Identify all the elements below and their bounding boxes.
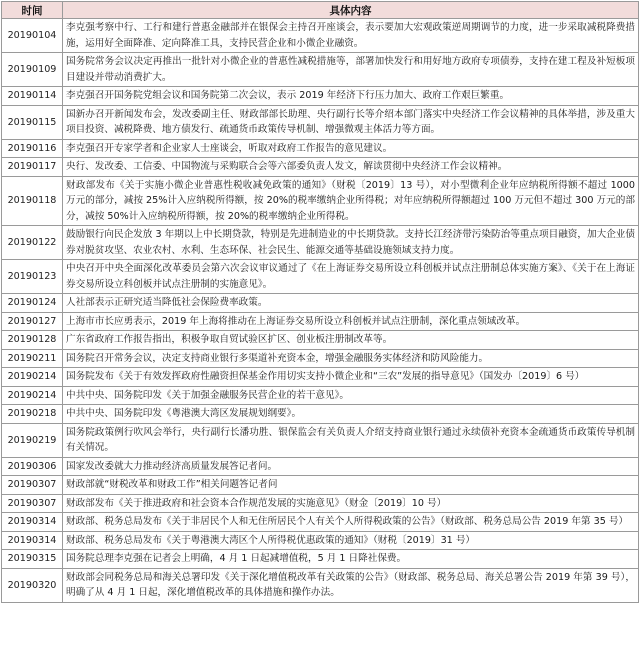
- row-content: 中央召开中央全面深化改革委员会第六次会议审议通过了《在上海证券交易所设立科创板并试点注册制总体实施方案》、《关于在上海证券交易所设立科创板并试点注册制的实施意见》。: [63, 260, 639, 294]
- row-date: 20190214: [2, 368, 63, 387]
- row-content: 中共中央、国务院印发《关于加强金融服务民营企业的若干意见》。: [63, 386, 639, 405]
- row-date: 20190307: [2, 476, 63, 495]
- row-content: 财政部、税务总局发布《关于非居民个人和无住所居民个人有关个人所得税政策的公告》（财政部、税务总局公告 2019 年第 35 号）: [63, 513, 639, 532]
- table-row: [2, 139, 639, 158]
- row-content: 财政部会同税务总局和海关总署印发《关于深化增值税改革有关政策的公告》（财政部、税务总局、海关总署公告 2019 年第 39 号），明确了从 4 月 1 日起，深化增值税改革的具体措施和操作办法。: [63, 568, 639, 602]
- row-date: 20190315: [2, 550, 63, 569]
- row-date: 20190214: [2, 386, 63, 405]
- table-row: [2, 568, 639, 602]
- table-body: [2, 19, 639, 603]
- table-row: [2, 260, 639, 294]
- table-header-row: [2, 2, 639, 19]
- row-content: 国新办召开新闻发布会，发改委副主任、财政部部长助理、央行副行长等介绍本部门落实中央经济工作会议精神的具体举措，涉及重大项目投资、减税降费、地方债发行、疏通货币政策传导机制、增强微观主体活力等方面。: [63, 105, 639, 139]
- row-content: 李克强考察中行、工行和建行普惠金融部并在银保会主持召开座谈会，表示要加大宏观政策逆周期调节的力度，进一步采取减税降费措施，运用好全面降准、定向降准工具，支持民营企业和小微企业融资。: [63, 19, 639, 53]
- table-row: [2, 386, 639, 405]
- table-row: [2, 368, 639, 387]
- row-date: 20190109: [2, 53, 63, 87]
- row-content: 财政部发布《关于实施小微企业普惠性税收减免政策的通知》（财税〔2019〕13 号），对小型微利企业年应纳税所得额不超过 1000 万元的部分，减按 25%计入应纳税所得额，按 20%的税率缴纳企业所得税；对年应纳税所得额超过 100 万元但不超过 300 万元的部分，减按 50%计入应纳税所得额，按 20%的税率缴纳企业所得税。: [63, 176, 639, 226]
- row-date: 20190314: [2, 531, 63, 550]
- row-content: 国务院总理李克强在记者会上明确，4 月 1 日起减增值税，5 月 1 日降社保费。: [63, 550, 639, 569]
- row-content: 李克强召开国务院党组会议和国务院第二次会议，表示 2019 年经济下行压力加大、政府工作艰巨繁重。: [63, 87, 639, 106]
- row-date: 20190307: [2, 494, 63, 513]
- row-date: 20190116: [2, 139, 63, 158]
- row-date: 20190114: [2, 87, 63, 106]
- table-row: [2, 331, 639, 350]
- row-content: 国务院政策例行吹风会举行，央行副行长潘功胜、银保监会有关负责人介绍支持商业银行通过永续债补充资本金疏通货币政策传导机制有关情况。: [63, 423, 639, 457]
- row-date: 20190306: [2, 457, 63, 476]
- row-content: 财政部就“财税改革和财政工作”相关问题答记者问: [63, 476, 639, 495]
- table-row: [2, 53, 639, 87]
- table-row: [2, 105, 639, 139]
- table-row: [2, 457, 639, 476]
- row-content: 国家发改委就大力推动经济高质量发展答记者问。: [63, 457, 639, 476]
- row-content: 鼓励银行向民企发放 3 年期以上中长期贷款，特别是先进制造业的中长期贷款。支持长江经济带污染防治等重点项目融资，加大企业债券对脱贫攻坚、农业农村、水利、生态环保、社会民生、能源交通等基础设施领域支持力度。: [63, 226, 639, 260]
- row-content: 国务院发布《关于有效发挥政府性融资担保基金作用切实支持小微企业和“三农”发展的指导意见》（国发办〔2019〕6 号）: [63, 368, 639, 387]
- row-content: 财政部发布《关于推进政府和社会资本合作规范发展的实施意见》（财金〔2019〕10 号）: [63, 494, 639, 513]
- row-date: 20190320: [2, 568, 63, 602]
- row-content: 国务院常务会议决定再推出一批针对小微企业的普惠性减税措施等，部署加快发行和用好地方政府专项债券，支持在建工程及补短板项目建设并带动消费扩大。: [63, 53, 639, 87]
- row-date: 20190127: [2, 312, 63, 331]
- row-content: 广东省政府工作报告指出，积极争取自贸试验区扩区、创业板注册制改革等。: [63, 331, 639, 350]
- table-row: [2, 87, 639, 106]
- table-row: [2, 19, 639, 53]
- row-content: 国务院召开常务会议，决定支持商业银行多渠道补充资本金，增强金融服务实体经济和防风险能力。: [63, 349, 639, 368]
- row-content: 李克强召开专家学者和企业家人士座谈会，听取对政府工作报告的意见建议。: [63, 139, 639, 158]
- row-date: 20190314: [2, 513, 63, 532]
- row-date: 20190124: [2, 294, 63, 313]
- table-row: [2, 349, 639, 368]
- row-content: 财政部、税务总局发布《关于粤港澳大湾区个人所得税优惠政策的通知》（财税〔2019〕31 号）: [63, 531, 639, 550]
- policy-timeline-table: [1, 1, 639, 603]
- row-date: 20190218: [2, 405, 63, 424]
- table-row: [2, 294, 639, 313]
- row-content: 中共中央、国务院印发《粤港澳大湾区发展规划纲要》。: [63, 405, 639, 424]
- table-row: [2, 226, 639, 260]
- row-date: 20190122: [2, 226, 63, 260]
- table-row: [2, 312, 639, 331]
- row-date: 20190115: [2, 105, 63, 139]
- table-row: [2, 531, 639, 550]
- table-row: [2, 423, 639, 457]
- table-row: [2, 550, 639, 569]
- table-row: [2, 405, 639, 424]
- row-date: 20190128: [2, 331, 63, 350]
- row-date: 20190211: [2, 349, 63, 368]
- row-date: 20190219: [2, 423, 63, 457]
- row-content: 央行、发改委、工信委、中国物流与采购联合会等六部委负责人发文，解读贯彻中央经济工作会议精神。: [63, 158, 639, 177]
- table-row: [2, 513, 639, 532]
- row-date: 20190118: [2, 176, 63, 226]
- table-row: [2, 494, 639, 513]
- row-content: 上海市市长应勇表示，2019 年上海将推动在上海证券交易所设立科创板并试点注册制，深化重点领域改革。: [63, 312, 639, 331]
- row-content: 人社部表示正研究适当降低社会保险费率政策。: [63, 294, 639, 313]
- row-date: 20190104: [2, 19, 63, 53]
- table-row: [2, 158, 639, 177]
- table-row: [2, 476, 639, 495]
- column-header-date: 时间: [2, 2, 63, 19]
- table-row: [2, 176, 639, 226]
- row-date: 20190123: [2, 260, 63, 294]
- row-date: 20190117: [2, 158, 63, 177]
- column-header-content: 具体内容: [63, 2, 639, 19]
